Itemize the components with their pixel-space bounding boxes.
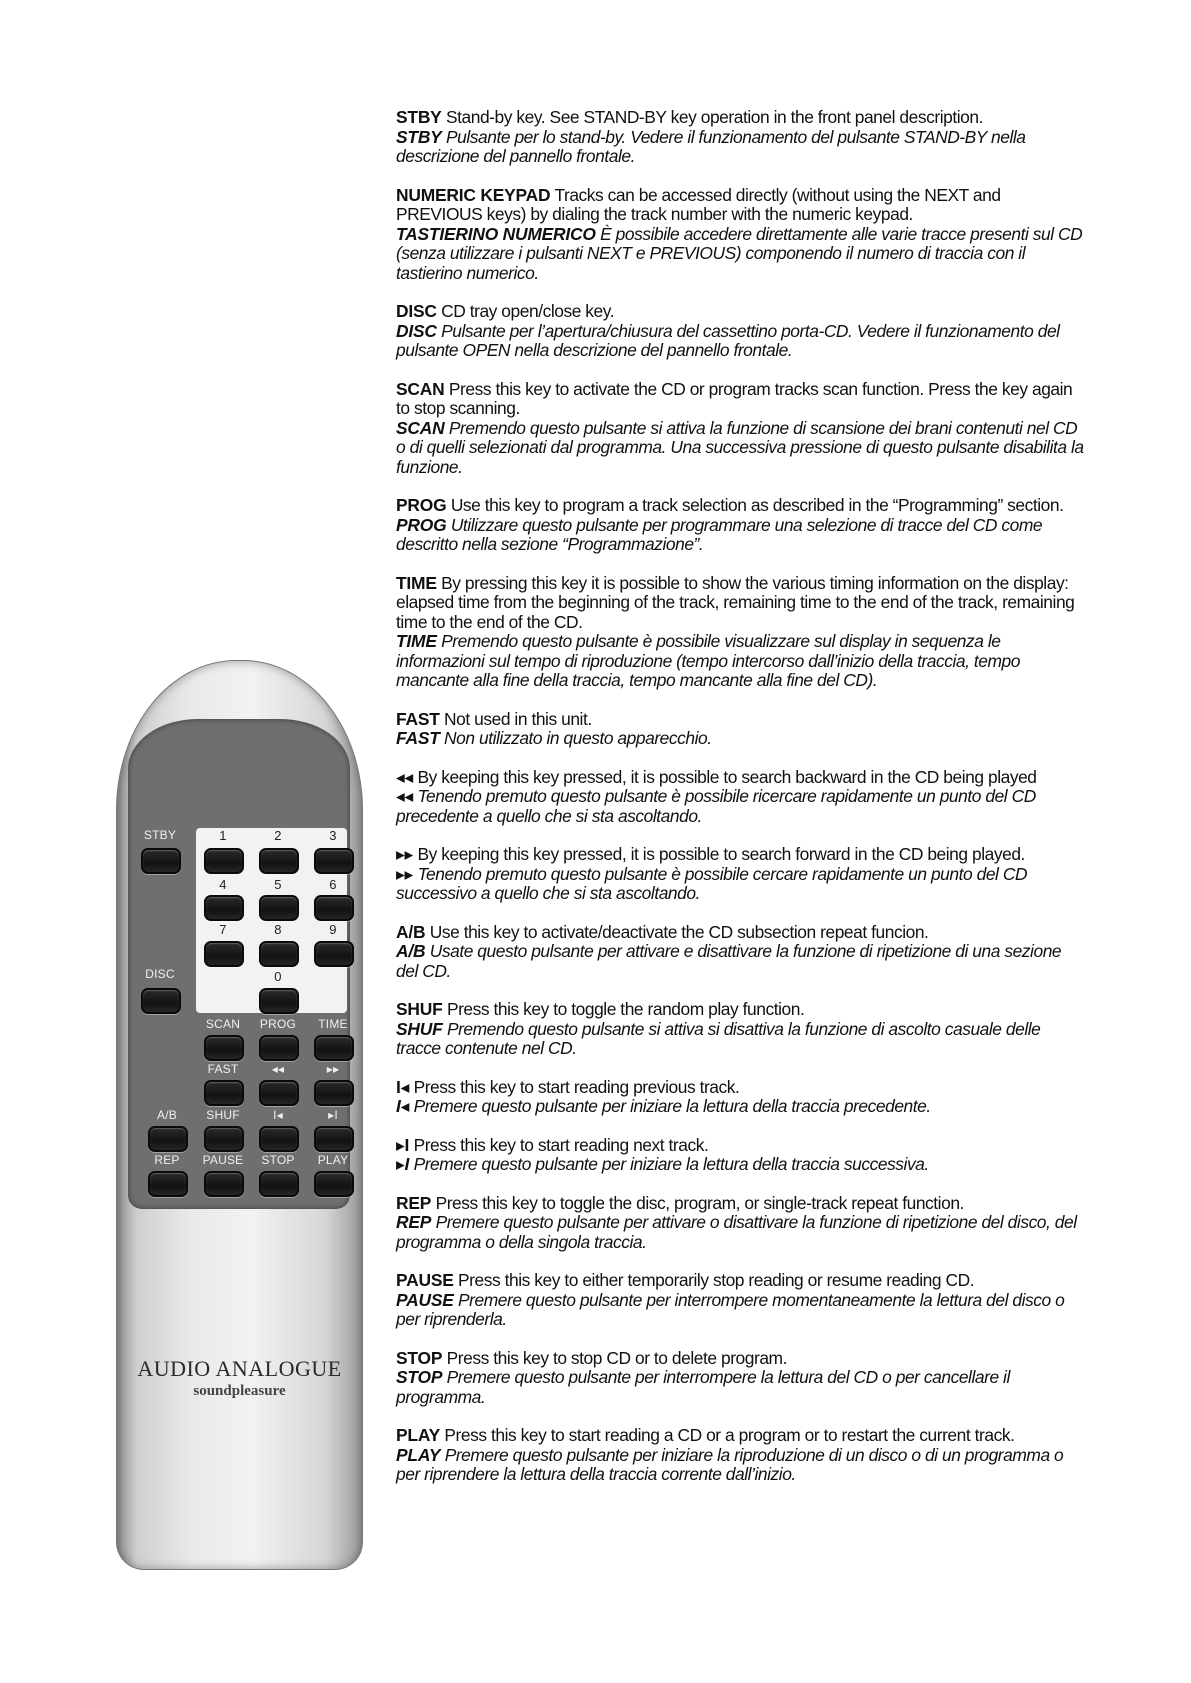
italian-text: Premere questo pulsante per iniziare la riproduzione di un disco o di un programma o per riprendere la lettura della traccia corrente dall’inizio. (396, 1444, 1064, 1484)
english-text: Stand-by key. See STAND-BY key operation in the front panel description. (445, 107, 983, 127)
description-entry (396, 1078, 1086, 1117)
label-rewind: ◂◂ (271, 1062, 285, 1076)
english-description (396, 186, 1086, 225)
label-next: ▸I (328, 1108, 338, 1122)
label-pause: PAUSE (202, 1153, 244, 1167)
italian-description (396, 1213, 1086, 1252)
key-8[interactable] (259, 941, 299, 967)
italian-description (396, 1446, 1086, 1485)
label-time: TIME (318, 1017, 348, 1031)
rewind-key[interactable] (259, 1080, 299, 1106)
key-name: ▸I (396, 1134, 410, 1155)
key-name: A/B (396, 921, 426, 942)
key-name-italian: TIME (396, 631, 437, 651)
key-name-italian: SHUF (396, 1018, 443, 1039)
label-stop: STOP (261, 1153, 295, 1167)
italian-description (396, 1155, 1086, 1175)
english-description (396, 302, 1086, 322)
english-description (396, 496, 1086, 516)
key-name-italian: PAUSE (396, 1289, 454, 1310)
key-name: FAST (396, 708, 440, 729)
description-entry (396, 1136, 1086, 1175)
english-text: Press this key to toggle the random play function. (446, 999, 805, 1019)
key-6[interactable] (314, 895, 354, 921)
english-text: CD tray open/close key. (441, 301, 615, 321)
english-description (396, 108, 1086, 128)
english-text: Press this key to start reading a CD or a program or to restart the current track. (444, 1425, 1015, 1445)
label-play: PLAY (317, 1153, 349, 1167)
key-name: PLAY (396, 1425, 440, 1445)
english-text: Press this key to start reading previous track. (413, 1076, 740, 1097)
english-text: Press this key to start reading next track. (413, 1134, 709, 1155)
key-name-italian: PLAY (396, 1444, 441, 1465)
key-name-italian: ◂◂ (396, 786, 414, 806)
english-description (396, 1349, 1086, 1369)
italian-description (396, 1097, 1086, 1117)
label-1: 1 (219, 828, 227, 843)
label-stby: STBY (143, 828, 177, 842)
play-key[interactable] (314, 1171, 354, 1197)
english-description (396, 768, 1086, 788)
english-description (396, 710, 1086, 730)
english-text: Press this key to stop CD or to delete program. (446, 1347, 787, 1368)
description-entry (396, 380, 1086, 478)
key-name: SHUF (396, 999, 443, 1019)
key-1[interactable] (204, 848, 244, 874)
italian-description (396, 322, 1086, 361)
italian-description (396, 942, 1086, 981)
prev-key[interactable] (259, 1126, 299, 1152)
italian-text: Usate questo pulsante per attivare e disattivare la funzione di ripetizione di una sezione del CD. (396, 941, 1062, 981)
description-entry (396, 1271, 1086, 1330)
stop-key[interactable] (259, 1171, 299, 1197)
key-name-italian: A/B (396, 941, 426, 961)
italian-description (396, 516, 1086, 555)
description-entry (396, 186, 1086, 284)
key-name: NUMERIC KEYPAD (396, 184, 551, 205)
italian-text: Non utilizzato in questo apparecchio. (444, 728, 712, 748)
italian-text: Premere questo pulsante per interrompere la lettura del CD o per cancellare il programma. (396, 1367, 1010, 1407)
label-0: 0 (274, 969, 282, 984)
description-entry (396, 574, 1086, 691)
description-entry (396, 1000, 1086, 1059)
remote-control-illustration (116, 660, 363, 1570)
key-name-italian: STOP (396, 1367, 443, 1387)
italian-description (396, 128, 1086, 167)
description-entry (396, 768, 1086, 827)
key-name-italian: TASTIERINO NUMERICO (396, 223, 596, 244)
description-entry (396, 1426, 1086, 1485)
label-4: 4 (219, 877, 227, 892)
scan-key[interactable] (204, 1035, 244, 1061)
ab-key[interactable] (148, 1126, 188, 1152)
english-text: By pressing this key it is possible to show the various timing information on the display: elapsed time from the beginning of the track, remaining time to the end of the track, remaining time to the end of the CD. (396, 572, 1075, 632)
italian-text: Premendo questo pulsante si attiva la funzione di scansione dei brani contenuti nel CD o di quelli selezionati dal programma. Una successiva pressione di questo pulsante disabilita la funzione. (396, 417, 1084, 477)
key-2[interactable] (259, 848, 299, 874)
brand-name: AUDIO ANALOGUE (137, 1356, 342, 1381)
italian-description (396, 729, 1086, 749)
label-prev: I◂ (273, 1108, 283, 1122)
italian-text: Utilizzare questo pulsante per programmare una selezione di tracce del CD come descritto nella sezione “Programmazione”. (396, 514, 1043, 554)
key-name: PROG (396, 495, 447, 515)
italian-description (396, 632, 1086, 691)
english-text: Not used in this unit. (444, 708, 592, 729)
label-disc: DISC (145, 967, 175, 981)
key-name: PAUSE (396, 1270, 454, 1290)
key-name: STOP (396, 1347, 443, 1368)
label-ab: A/B (157, 1108, 177, 1122)
italian-text: Tenendo premuto questo pulsante è possibile cercare rapidamente un punto del CD successivo a quello che si sta ascoltando. (396, 863, 1028, 903)
english-description (396, 574, 1086, 633)
description-entry (396, 1194, 1086, 1253)
english-text: Press this key to either temporarily stop reading or resume reading CD. (458, 1270, 975, 1290)
label-8: 8 (274, 922, 282, 937)
italian-text: Premere questo pulsante per iniziare la lettura della traccia precedente. (413, 1096, 931, 1116)
english-text: Tracks can be accessed directly (without using the NEXT and PREVIOUS keys) by dialing the track number with the numeric keypad. (396, 184, 1001, 224)
forward-key[interactable] (314, 1080, 354, 1106)
italian-description (396, 865, 1086, 904)
label-fast: FAST (207, 1062, 239, 1076)
english-description (396, 380, 1086, 419)
key-name: REP (396, 1192, 432, 1213)
label-rep: REP (154, 1153, 180, 1167)
key-name: I◂ (396, 1076, 410, 1097)
key-name: DISC (396, 301, 437, 321)
label-7: 7 (219, 922, 227, 937)
italian-text: Pulsante per lo stand-by. Vedere il funzionamento del pulsante STAND-BY nella descrizione del pannello frontale. (396, 126, 1026, 166)
italian-text: Premere questo pulsante per interrompere momentaneamente la lettura del disco o per riprenderla. (396, 1289, 1065, 1329)
key-name-italian: REP (396, 1212, 432, 1232)
pause-key[interactable] (204, 1171, 244, 1197)
description-entry (396, 845, 1086, 904)
label-shuf: SHUF (206, 1108, 240, 1122)
italian-text: Pulsante per l’apertura/chiusura del cassettino porta-CD. Vedere il funzionamento del pulsante OPEN nella descrizione del pannello frontale. (396, 320, 1060, 360)
rep-key[interactable] (148, 1171, 188, 1197)
italian-description (396, 787, 1086, 826)
brand-tagline: soundpleasure (193, 1383, 286, 1399)
key-3[interactable] (314, 848, 354, 874)
key-0[interactable] (259, 988, 299, 1014)
italian-text: È possibile accedere direttamente alle varie tracce presenti sul CD (senza utilizzare i pulsanti NEXT e PREVIOUS) componendo il numero di traccia con il tastierino numerico. (396, 223, 1083, 283)
description-entry (396, 923, 1086, 982)
italian-description (396, 1291, 1086, 1330)
label-5: 5 (274, 877, 282, 892)
key-name-italian: SCAN (396, 417, 445, 438)
key-name-italian: PROG (396, 514, 447, 535)
english-text: Press this key to toggle the disc, program, or single-track repeat function. (435, 1192, 964, 1213)
italian-description (396, 419, 1086, 478)
time-key[interactable] (314, 1035, 354, 1061)
key-7[interactable] (204, 941, 244, 967)
english-description (396, 845, 1086, 865)
italian-text: Premendo questo pulsante è possibile visualizzare sul display in sequenza le informazioni sul tempo di riproduzione (tempo intercorso dall’inizio della traccia, tempo mancante alla fine della traccia, tempo mancante alla fine del CD). (396, 631, 1021, 690)
italian-text: Tenendo premuto questo pulsante è possibile ricercare rapidamente un punto del CD precedente a quello che si sta ascoltando. (396, 786, 1036, 826)
italian-description (396, 225, 1086, 284)
key-name-italian: ▸I (396, 1154, 410, 1174)
key-5[interactable] (259, 895, 299, 921)
key-name: SCAN (396, 378, 445, 399)
english-description (396, 1271, 1086, 1291)
label-3: 3 (329, 828, 337, 843)
fast-key[interactable] (204, 1080, 244, 1106)
english-text: Use this key to program a track selection as described in the “Programming” section. (450, 495, 1064, 515)
key-9[interactable] (314, 941, 354, 967)
prog-key[interactable] (259, 1035, 299, 1061)
italian-text: Premere questo pulsante per iniziare la lettura della traccia successiva. (413, 1154, 929, 1174)
key-name: ◂◂ (396, 766, 414, 787)
english-description (396, 1078, 1086, 1098)
label-prog: PROG (259, 1017, 297, 1031)
italian-description (396, 1020, 1086, 1059)
key-name-italian: STBY (396, 126, 442, 147)
stby-key[interactable] (141, 848, 181, 874)
label-forward: ▸▸ (326, 1062, 340, 1076)
english-text: By keeping this key pressed, it is possible to search backward in the CD being played (417, 766, 1037, 787)
description-entry (396, 496, 1086, 555)
english-description (396, 1194, 1086, 1214)
next-key[interactable] (314, 1126, 354, 1152)
label-9: 9 (329, 922, 337, 937)
english-text: Use this key to activate/deactivate the CD subsection repeat funcion. (429, 921, 929, 942)
label-6: 6 (329, 877, 337, 892)
label-scan: SCAN (205, 1017, 241, 1031)
key-descriptions (396, 108, 1086, 1504)
description-entry (396, 1349, 1086, 1408)
shuf-key[interactable] (204, 1126, 244, 1152)
key-name: STBY (396, 107, 442, 127)
disc-key[interactable] (141, 988, 181, 1014)
key-name-italian: I◂ (396, 1096, 410, 1116)
english-description (396, 1136, 1086, 1156)
english-description (396, 1426, 1086, 1446)
description-entry (396, 302, 1086, 361)
key-name: ▸▸ (396, 844, 414, 864)
italian-text: Premendo questo pulsante si attiva si disattiva la funzione di ascolto casuale delle tracce contenute nel CD. (396, 1018, 1041, 1058)
key-name-italian: ▸▸ (396, 863, 414, 884)
italian-text: Premere questo pulsante per attivare o disattivare la funzione di ripetizione del disco, del programma o della singola traccia. (396, 1212, 1077, 1252)
english-text: By keeping this key pressed, it is possible to search forward in the CD being played. (417, 844, 1025, 864)
english-description (396, 923, 1086, 943)
english-description (396, 1000, 1086, 1020)
english-text: Press this key to activate the CD or program tracks scan function. Press the key again to stop scanning. (396, 378, 1073, 418)
key-4[interactable] (204, 895, 244, 921)
label-2: 2 (274, 828, 282, 843)
key-name: TIME (396, 572, 437, 593)
description-entry (396, 108, 1086, 167)
description-entry (396, 710, 1086, 749)
key-name-italian: FAST (396, 728, 440, 748)
key-name-italian: DISC (396, 320, 437, 341)
remote-button-panel (128, 719, 350, 1209)
italian-description (396, 1368, 1086, 1407)
